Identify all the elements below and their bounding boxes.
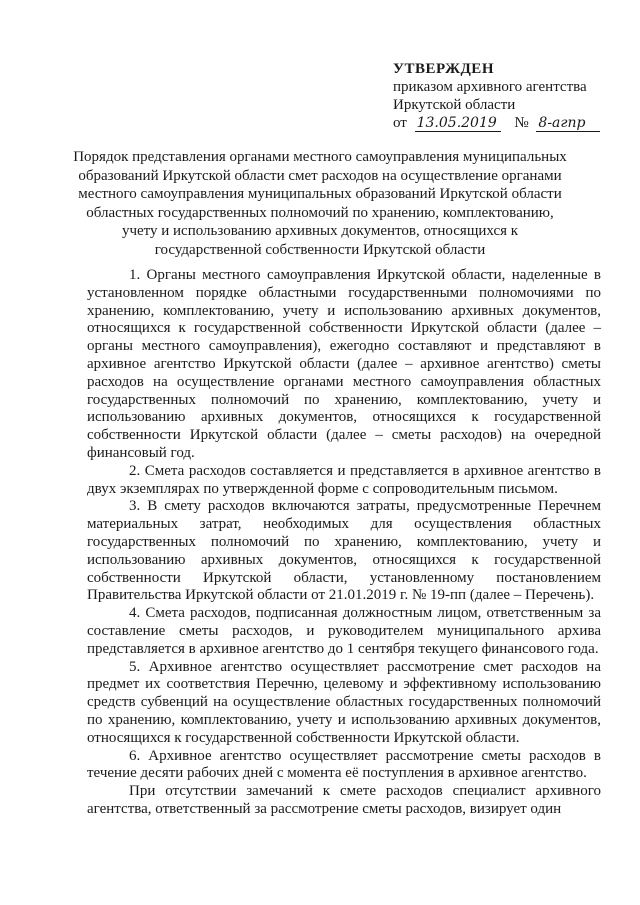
date-prefix: от xyxy=(393,115,407,131)
document-title: Порядок представления органами местного самоуправления муниципальных образований Иркутской области смет расходов на осуществление органами местного самоуправления муниципальных образований Иркутской области областных государственных полномочий по хранению, комплектованию, учету и использованию архивных документов, относящихся к государственной собственности Иркутской области xyxy=(73,149,567,258)
paragraph-2: 2. Смета расходов составляется и представляется в архивное агентство в двух экземплярах по утвержденной форме с сопроводительным письмом. xyxy=(87,462,601,497)
approval-line-order: приказом архивного агентства xyxy=(393,79,587,95)
paragraph-4: 4. Смета расходов, подписанная должностным лицом, ответственным за составление сметы расходов, и руководителем муниципального архива представляется в архивное агентство до 1 сентября текущего финансового года. xyxy=(87,605,601,657)
paragraph-3: 3. В смету расходов включаются затраты, предусмотренные Перечнем материальных затрат, необходимых для осуществления областных государственных полномочий по хранению, комплектованию, учету и использованию архивных документов, относящихся к государственной собственности Иркутской области, установленному постановлением Правительства Иркутской области от 21.01.2019 г. № 19-пп (далее – Перечень). xyxy=(87,498,601,604)
document-body xyxy=(87,267,601,819)
paragraph-6: 6. Архивное агентство осуществляет рассмотрение сметы расходов в течение десяти рабочих дней с момента её поступления в архивное агентство. xyxy=(87,747,601,782)
approval-heading: УТВЕРЖДЕН xyxy=(393,61,494,77)
approval-date-line xyxy=(393,114,623,132)
approval-line-region: Иркутской области xyxy=(393,97,516,113)
approval-block xyxy=(393,60,623,132)
paragraph-1: 1. Органы местного самоуправления Иркутской области, наделенные в установленном порядке областными государственными полномочиями по хранению, комплектованию, учету и использованию архивных документов, относящихся к государственной собственности Иркутской области (далее – органы местного самоуправления), ежегодно составляют и представляют в архивное агентство Иркутской области (далее – архивное агентство) сметы расходов на осуществление органами местного самоуправления областных государственных полномочий по хранению, комплектованию, учету и использованию архивных документов, относящихся к государственной собственности Иркутской области (далее – сметы расходов) на очередной финансовый год. xyxy=(87,267,601,461)
handwritten-number: 8-агпр xyxy=(536,116,600,132)
paragraph-5: 5. Архивное агентство осуществляет рассмотрение смет расходов на предмет их соответствия Перечню, целевому и эффективному использованию средств субвенций на осуществление областных государственных полномочий по хранению, комплектованию, учету и использованию архивных документов, относящихся к государственной собственности Иркутской области. xyxy=(87,658,601,746)
number-prefix: № xyxy=(514,115,529,131)
handwritten-date: 13.05.2019 xyxy=(415,116,501,132)
paragraph-7: При отсутствии замечаний к смете расходов специалист архивного агентства, ответственный за рассмотрение сметы расходов, визирует один xyxy=(87,783,601,817)
